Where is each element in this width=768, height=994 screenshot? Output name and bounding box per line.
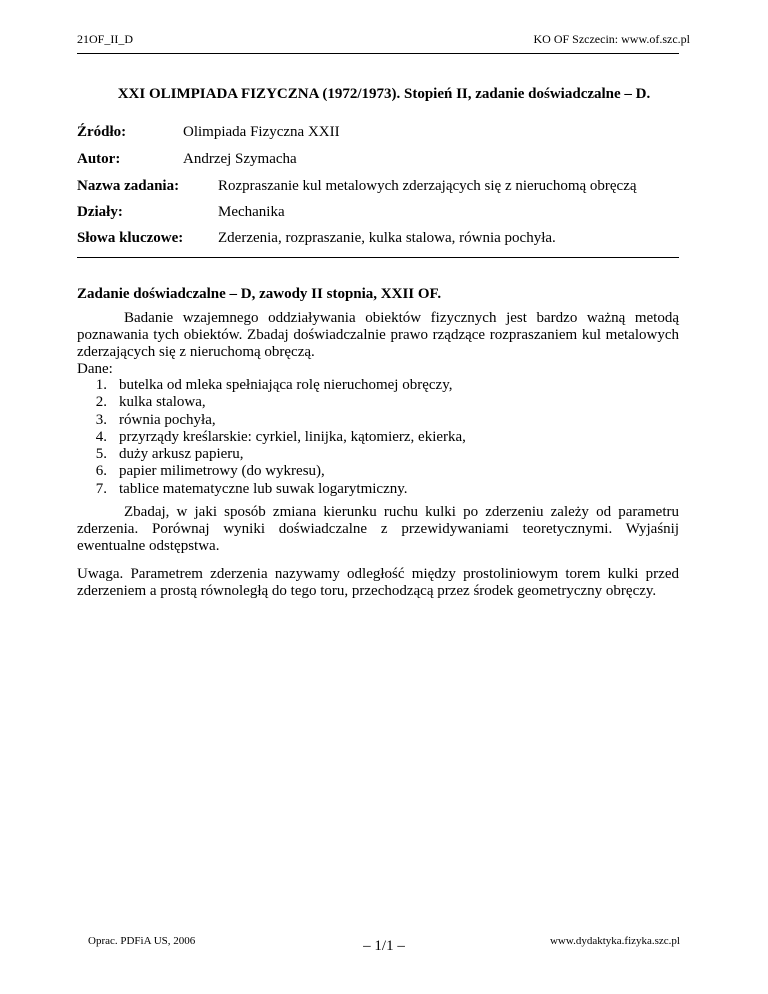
meta-value-keywords: Zderzenia, rozpraszanie, kulka stalowa, równia pochyła.	[218, 230, 556, 246]
meta-label-sections: Działy:	[77, 204, 123, 220]
section-title: Zadanie doświadczalne – D, zawody II stopnia, XXII OF.	[77, 286, 442, 302]
meta-value-sections: Mechanika	[218, 204, 285, 220]
list-item: 2. kulka stalowa,	[95, 394, 206, 411]
page-number: – 1/1 –	[363, 938, 405, 954]
header-rule	[77, 53, 679, 54]
list-item: 6. papier milimetrowy (do wykresu),	[95, 463, 325, 480]
note-paragraph: Uwaga. Parametrem zderzenia nazywamy odległość między prostoliniowym torem kulki przed zderzeniem a prostą równoległą do tego toru, przechodzącą przez środek geometryczny obręczy.	[77, 566, 679, 599]
header-right: KO OF Szczecin: www.of.szc.pl	[533, 32, 690, 46]
header-left: 21OF_II_D	[77, 32, 133, 46]
section-rule	[77, 257, 679, 258]
footer-right: www.dydaktyka.fizyka.szc.pl	[549, 935, 680, 947]
list-item: 3. równia pochyła,	[95, 411, 216, 428]
meta-label-author: Autor:	[77, 151, 121, 167]
given-label: Dane:	[77, 361, 113, 377]
document-title: XXI OLIMPIADA FIZYCZNA (1972/1973). Stopień II, zadanie doświadczalne – D.	[117, 86, 651, 102]
task-paragraph: Zbadaj, w jaki sposób zmiana kierunku ruchu kulki po zderzeniu zależy od parametru zderzenia. Porównaj wyniki doświadczalne z przewidywaniami teoretycznymi. Wyjaśnij ewentualne odstępstwa.	[77, 504, 679, 554]
given-list	[77, 377, 466, 498]
meta-label-source: Źródło:	[77, 124, 127, 140]
footer-left: Oprac. PDFiA US, 2006	[88, 935, 196, 947]
intro-paragraph: Badanie wzajemnego oddziaływania obiektów fizycznych jest bardzo ważną metodą poznawania tych obiektów. Zbadaj doświadczalnie prawo rządzące rozpraszaniem kul metalowych zderzających się z nieruchomą obręczą.	[77, 310, 679, 360]
list-item: 4. przyrządy kreślarskie: cyrkiel, linijka, kątomierz, ekierka,	[95, 428, 466, 445]
meta-value-author: Andrzej Szymacha	[183, 151, 297, 167]
list-item: 5. duży arkusz papieru,	[95, 446, 244, 463]
meta-label-task-name: Nazwa zadania:	[77, 178, 180, 194]
list-item: 7. tablice matematyczne lub suwak logarytmiczny.	[95, 480, 408, 497]
meta-value-task-name: Rozpraszanie kul metalowych zderzających się z nieruchomą obręczą	[218, 178, 637, 194]
meta-label-keywords: Słowa kluczowe:	[77, 230, 184, 246]
list-item: 1. butelka od mleka spełniająca rolę nieruchomej obręczy,	[95, 377, 453, 393]
meta-value-source: Olimpiada Fizyczna XXII	[183, 124, 340, 140]
